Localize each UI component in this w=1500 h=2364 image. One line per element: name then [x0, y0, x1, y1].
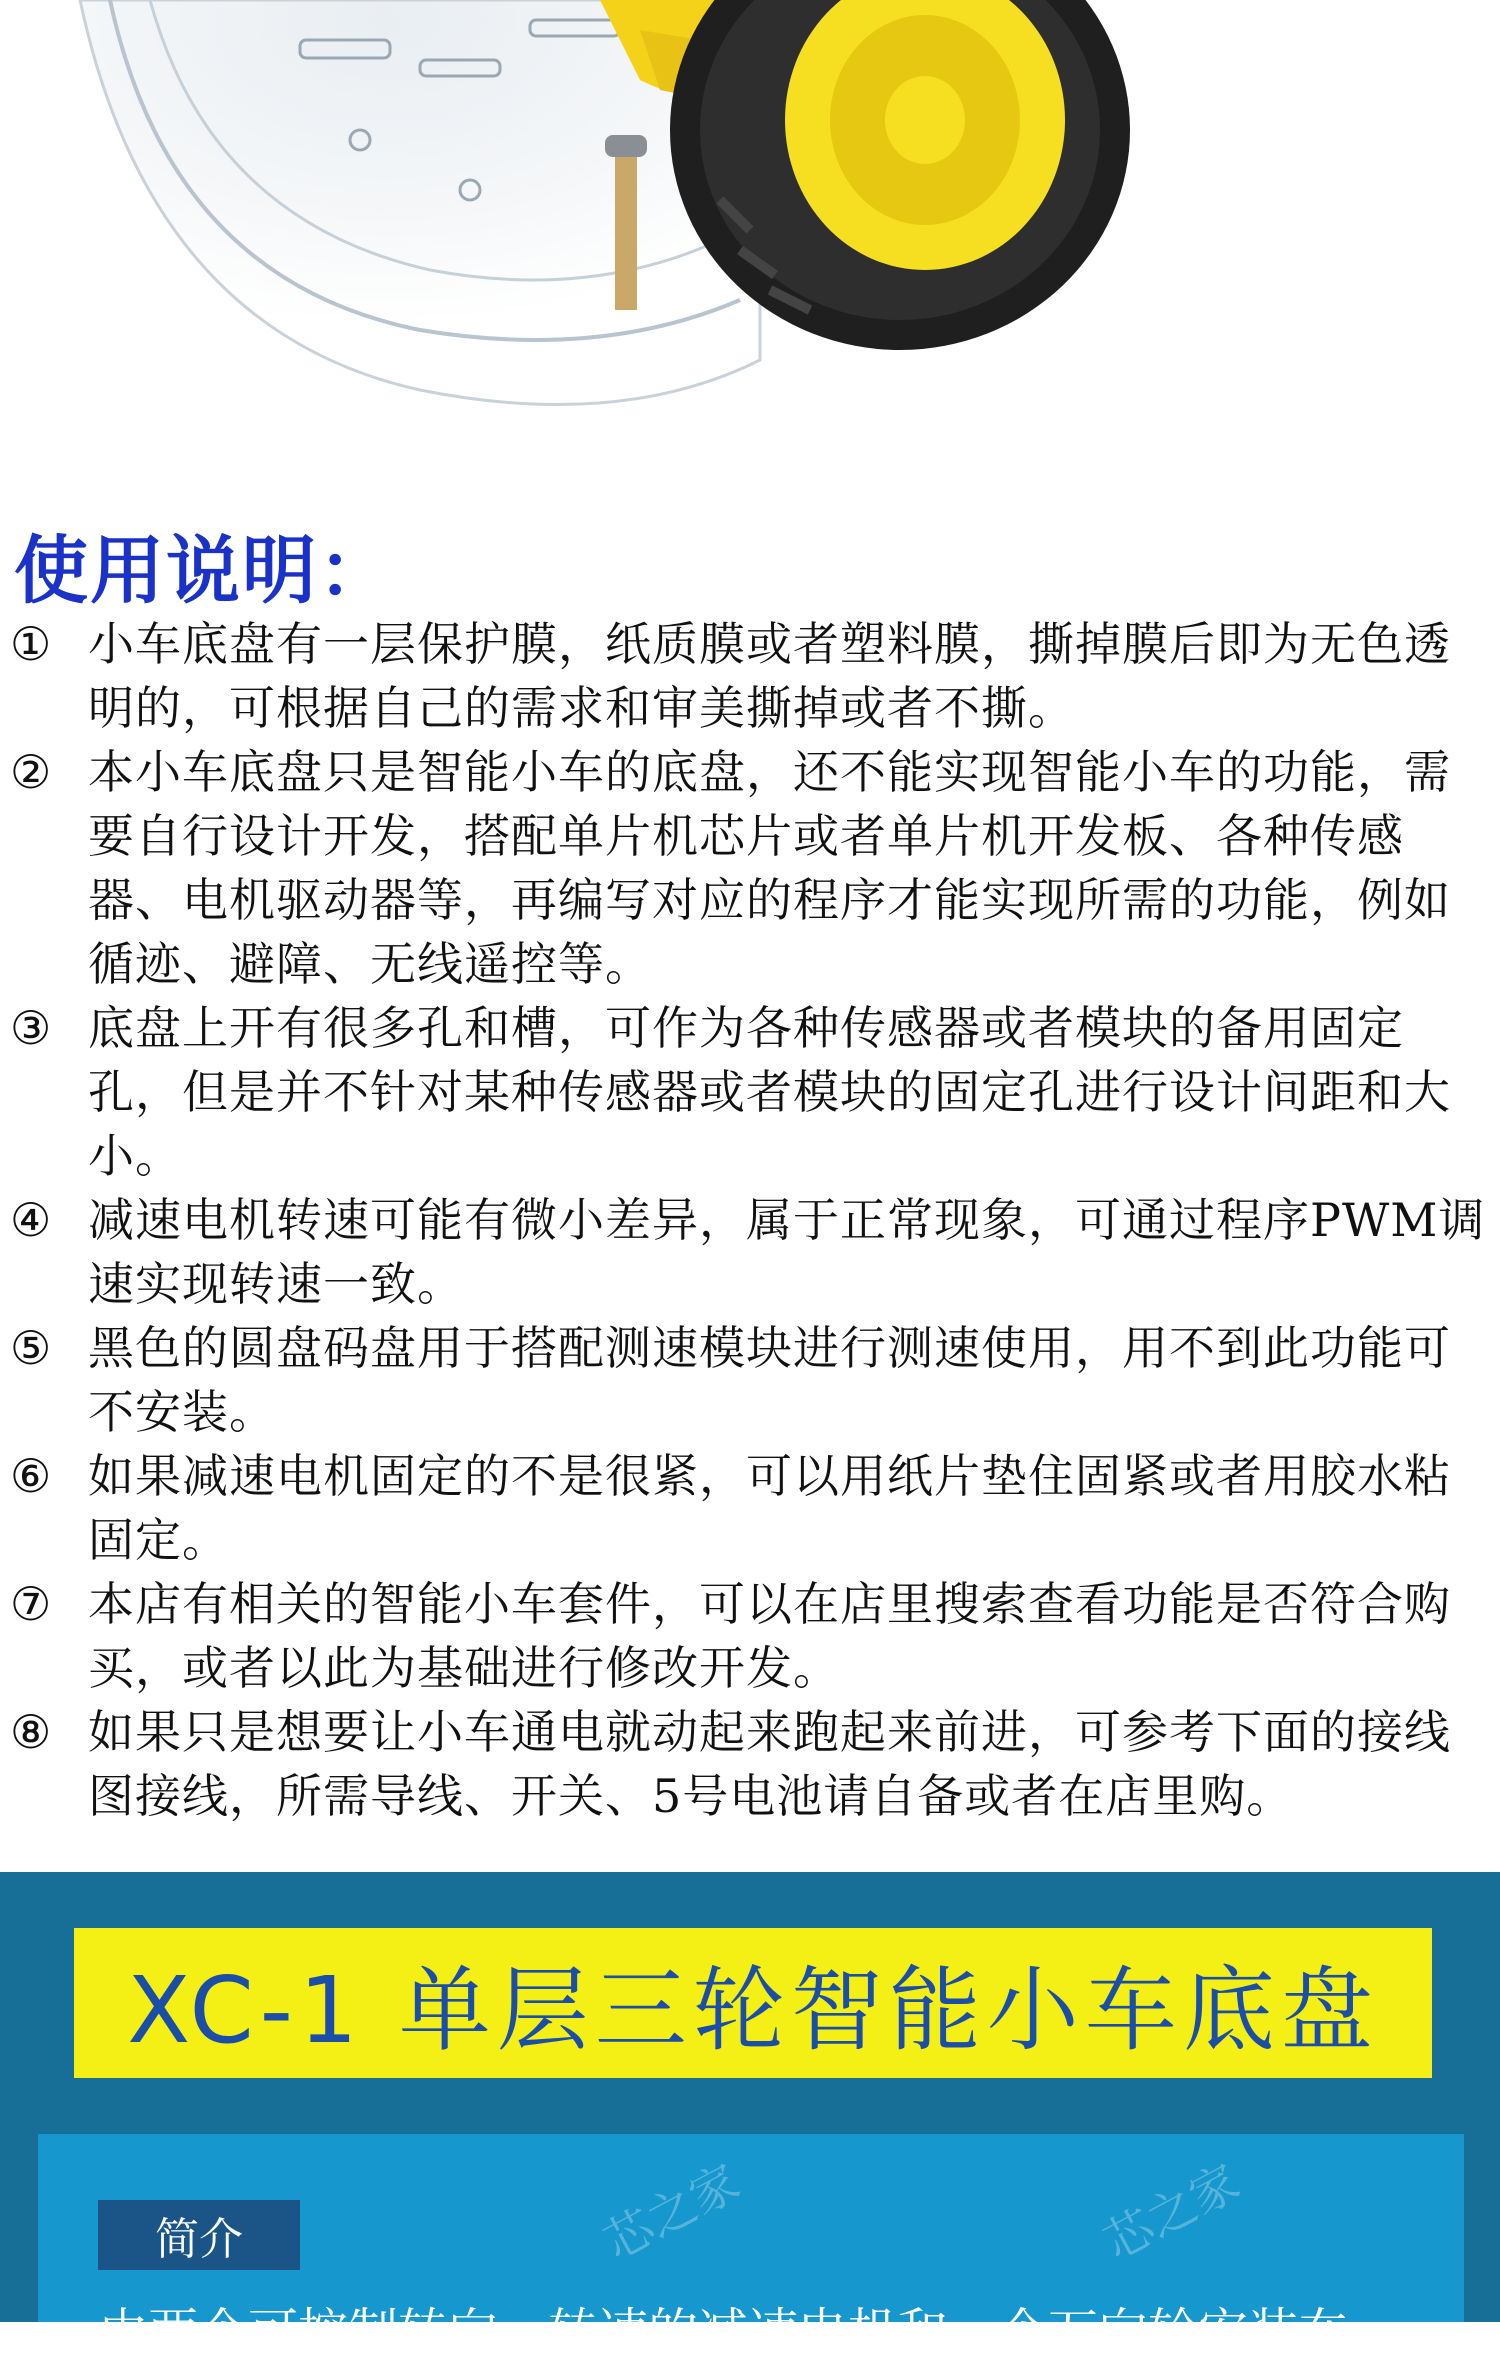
- item-number: ⑤: [10, 1321, 52, 1375]
- item-number: ⑥: [10, 1449, 52, 1503]
- watermark: 芯之家: [1095, 2153, 1249, 2272]
- list-item: [10, 1316, 1495, 1444]
- list-item: [10, 1700, 1495, 1828]
- item-text: 如果减速电机固定的不是很紧，可以用纸片垫住固紧或者用胶水粘固定。: [88, 1449, 1451, 1567]
- product-photo: [0, 0, 1500, 500]
- list-item: [10, 612, 1495, 740]
- item-number: ④: [10, 1193, 52, 1247]
- list-item: [10, 996, 1495, 1188]
- item-text: 如果只是想要让小车通电就动起来跑起来前进，可参考下面的接线图接线，所需导线、开关、5号电池请自备或者在店里购。: [88, 1705, 1451, 1823]
- usage-title: 使用说明：: [14, 528, 394, 614]
- item-text: 黑色的圆盘码盘用于搭配测速模块进行测速使用，用不到此功能可不安装。: [88, 1321, 1451, 1439]
- list-item: [10, 1188, 1495, 1316]
- item-text: 本小车底盘只是智能小车的底盘，还不能实现智能小车的功能，需要自行设计开发，搭配单片机芯片或者单片机开发板、各种传感器、电机驱动器等，再编写对应的程序才能实现所需的功能，例如循迹、避障、无线遥控等。: [88, 745, 1451, 991]
- item-number: ②: [10, 745, 52, 799]
- item-text: 底盘上开有很多孔和槽，可作为各种传感器或者模块的备用固定孔，但是并不针对某种传感器或者模块的固定孔进行设计间距和大小。: [88, 1001, 1451, 1183]
- watermark: 芯之家: [595, 2153, 749, 2272]
- intro-text: 由两个可控制转向、转速的减速电机和一个万向轮安装在一: [98, 2303, 1398, 2361]
- product-title-banner: [74, 1928, 1432, 2078]
- item-number: ⑧: [10, 1705, 52, 1759]
- item-text: 本店有相关的智能小车套件，可以在店里搜索查看功能是否符合购买，或者以此为基础进行修改开发。: [88, 1577, 1451, 1695]
- item-number: ⑦: [10, 1577, 52, 1631]
- list-item: [10, 740, 1495, 996]
- intro-panel: [38, 2134, 1464, 2361]
- usage-list: [10, 612, 1495, 1828]
- robot-car-chassis-image: [0, 0, 1500, 500]
- item-number: ③: [10, 1001, 52, 1055]
- item-text: 减速电机转速可能有微小差异，属于正常现象，可通过程序PWM调速实现转速一致。: [88, 1193, 1486, 1311]
- intro-tag: 简介: [98, 2200, 300, 2270]
- item-number: ①: [10, 617, 52, 671]
- product-title: XC-1 单层三轮智能小车底盘: [127, 1957, 1379, 2064]
- list-item: [10, 1572, 1495, 1700]
- item-text: 小车底盘有一层保护膜，纸质膜或者塑料膜，撕掉膜后即为无色透明的，可根据自己的需求和审美撕掉或者不撕。: [88, 617, 1451, 735]
- list-item: [10, 1444, 1495, 1572]
